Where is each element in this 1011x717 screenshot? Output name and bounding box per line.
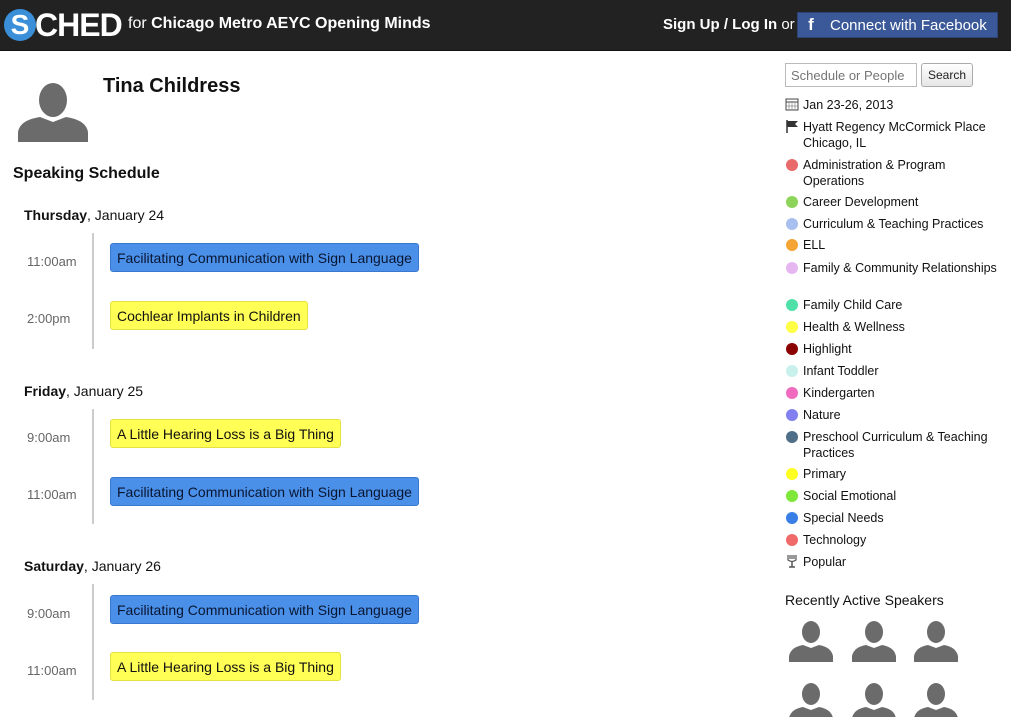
category-label: Primary [803,467,847,481]
session-link[interactable]: A Little Hearing Loss is a Big Thing [110,419,341,448]
timeline-line [92,584,94,700]
date: , January 25 [66,383,144,399]
speaker-avatar-icon[interactable] [787,682,835,717]
auth-links [663,16,795,33]
session-time: 9:00am [27,430,71,445]
category-item[interactable] [785,429,1000,461]
event-location[interactable] [785,119,1000,151]
timeline-line [92,409,94,524]
category-item[interactable] [785,488,1000,504]
session-link[interactable]: A Little Hearing Loss is a Big Thing [110,652,341,681]
weekday: Thursday [24,207,88,223]
category-color-dot [786,387,798,399]
session-link[interactable]: Facilitating Communication with Sign Language [110,595,419,624]
category-item[interactable] [785,260,1000,276]
conference-title[interactable] [128,15,431,33]
search-button[interactable]: Search [921,63,973,87]
session-time: 11:00am [27,663,77,678]
category-label: Family & Community Relationships [803,261,997,275]
sched-logo[interactable] [4,6,122,44]
date: , January 26 [83,558,161,574]
category-color-dot [786,468,798,480]
category-color-dot [786,218,798,230]
day-heading-friday [24,383,143,399]
category-item[interactable] [785,407,1000,423]
category-label: Health & Wellness [803,320,905,334]
day-heading-thursday [24,207,164,223]
category-item[interactable] [785,194,1000,210]
speaker-name: Tina Childress [103,75,241,97]
day-heading-saturday [24,558,161,574]
category-label: Family Child Care [803,298,903,312]
category-label: Preschool Curriculum & Teaching Practices [803,430,988,460]
speaker-avatar-icon[interactable] [850,620,898,662]
recent-speakers-title: Recently Active Speakers [785,592,944,608]
category-item[interactable] [785,532,1000,548]
category-label: Kindergarten [803,386,875,400]
category-item[interactable] [785,466,1000,482]
logo-text: CHED [35,7,122,43]
for-text: for [128,15,147,32]
connect-facebook-button[interactable] [797,12,998,38]
weekday: Friday [24,383,67,399]
category-label: Technology [803,533,867,547]
facebook-button-label: Connect with Facebook [830,16,987,34]
popular-link[interactable] [785,554,1000,570]
event-dates [785,97,1000,113]
dates-text: Jan 23-26, 2013 [803,98,894,112]
category-color-dot [786,196,798,208]
date: , January 24 [87,207,165,223]
category-label: ELL [803,238,826,252]
category-label: Career Development [803,195,919,209]
category-color-dot [786,534,798,546]
category-label: Nature [803,408,841,422]
speaker-avatar-icon[interactable] [912,682,960,717]
session-time: 9:00am [27,606,71,621]
session-link[interactable]: Facilitating Communication with Sign Language [110,243,419,272]
category-item[interactable] [785,341,1000,357]
or-text: or [781,16,795,33]
location-text[interactable]: Hyatt Regency McCormick Place Chicago, IL [803,120,986,150]
session-time: 11:00am [27,487,77,502]
category-color-dot [786,431,798,443]
speaking-schedule-title: Speaking Schedule [13,165,160,182]
category-label: Special Needs [803,511,884,525]
flag-icon [785,119,799,133]
category-item[interactable] [785,237,1000,253]
timeline-line [92,233,94,349]
popular-label: Popular [803,555,847,569]
category-label: Infant Toddler [803,364,879,378]
session-time: 2:00pm [27,311,71,326]
category-label: Social Emotional [803,489,897,503]
category-item[interactable] [785,297,1000,313]
category-label: Highlight [803,342,852,356]
weekday: Saturday [24,558,84,574]
popular-icon [785,554,799,568]
calendar-icon [785,97,799,111]
category-color-dot [786,321,798,333]
conference-name[interactable]: Chicago Metro AEYC Opening Minds [151,15,431,32]
person-silhouette-icon [18,82,88,142]
speaker-avatar-icon[interactable] [850,682,898,717]
session-link[interactable]: Facilitating Communication with Sign Language [110,477,419,506]
category-item[interactable] [785,510,1000,526]
category-color-dot [786,159,798,171]
speaker-avatar-icon[interactable] [912,620,960,662]
category-color-dot [786,512,798,524]
category-item[interactable] [785,319,1000,335]
category-item[interactable] [785,216,1000,232]
category-item[interactable] [785,363,1000,379]
search-input[interactable] [785,63,917,87]
category-color-dot [786,490,798,502]
category-color-dot [786,239,798,251]
category-label: Curriculum & Teaching Practices [803,217,984,231]
facebook-icon: f [808,15,814,34]
category-color-dot [786,262,798,274]
category-color-dot [786,299,798,311]
top-bar [0,0,1011,51]
category-color-dot [786,365,798,377]
category-color-dot [786,343,798,355]
category-color-dot [786,409,798,421]
logo-s: S [4,9,36,41]
session-link[interactable]: Cochlear Implants in Children [110,301,308,330]
category-item[interactable] [785,157,1000,189]
session-time: 11:00am [27,254,77,269]
category-label: Administration & Program Operations [803,158,946,188]
speaker-avatar-icon[interactable] [787,620,835,662]
category-item[interactable] [785,385,1000,401]
signup-login-link[interactable]: Sign Up / Log In [663,16,778,33]
